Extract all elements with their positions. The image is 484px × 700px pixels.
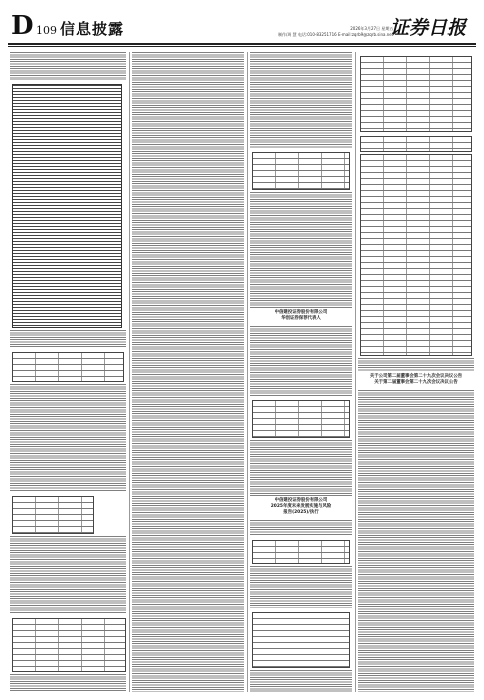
text-block [250,326,352,396]
text-block [358,358,474,372]
announcement-headline-1 [250,310,352,322]
newspaper-logo: 证券日报 [389,17,466,39]
headline-line: 中信建投证券股份有限公司 [274,310,328,315]
text-block [132,52,244,692]
data-table [252,400,350,438]
data-table [12,618,126,672]
headline-line: 关于公司第二届董事会第二十九次会议决议公告 [369,374,463,379]
data-table [360,136,472,152]
data-table [360,56,472,132]
headline-line: 中信建投证券股份有限公司 [274,498,328,503]
text-block [250,192,352,308]
column-divider [355,52,356,692]
text-block [10,674,126,692]
masthead-rule [8,43,476,45]
data-table [252,612,350,668]
section-letter: D [11,11,34,41]
text-block [250,670,352,692]
headline-line: 关于第二届董事会第二十九次会议决议公告 [374,380,458,385]
text-block [10,330,126,348]
page-number: 109 [36,24,57,37]
column-divider [247,52,248,692]
text-block [250,520,352,536]
section-title: 信息披露 [60,20,125,38]
announcement-headline-2 [250,498,352,516]
text-block [250,52,352,148]
masthead-info [278,26,393,38]
text-block [250,566,352,608]
data-table [360,154,472,356]
text-block [358,390,474,692]
masthead-rule-thin [8,46,476,47]
headline-line: 报告(2025)/执行 [283,510,319,515]
masthead [8,13,476,41]
data-table [12,352,124,382]
text-block [10,536,126,614]
text-block [10,52,126,80]
holdings-table [12,84,122,328]
text-block [10,384,126,492]
data-table [252,152,350,190]
column-divider [129,52,130,692]
date-line: 2026年3月27日 星期五 [350,26,394,31]
text-block [250,440,352,496]
data-table [12,496,94,534]
headline-line: 华创证券保荐代表人 [281,316,321,321]
contact-line: 制作/周 慧 电话:010-83251716 E-mail:zqrb9@zqrb.sina.net [278,32,394,37]
announcement-headline-3 [358,374,474,386]
headline-line: 2025年度未来发展实施与风险 [270,504,332,509]
data-table [252,540,350,564]
